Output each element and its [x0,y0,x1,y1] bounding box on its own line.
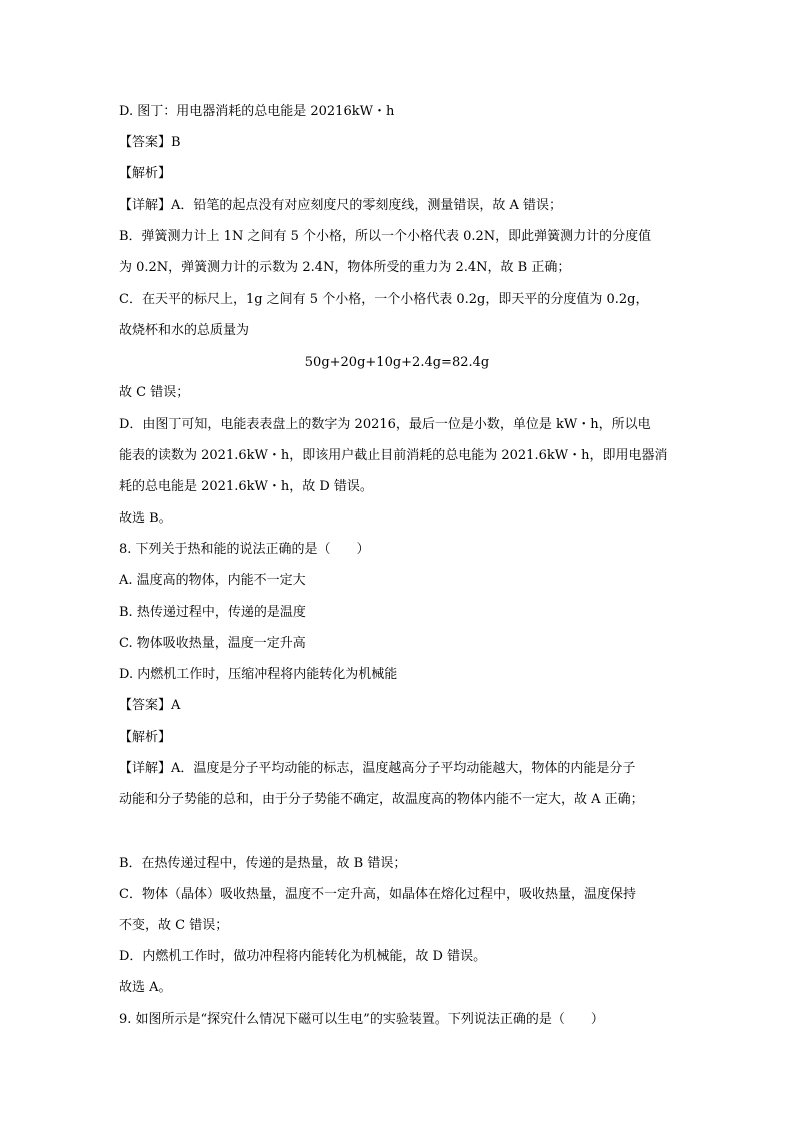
conclusion-line: 故选 A。 [119,980,172,995]
explanation-line: 故 C 错误； [119,385,190,400]
option-line: C. 物体吸收热量，温度一定升高 [119,636,306,651]
explanation-line: B．弹簧测力计上 1N 之间有 5 个小格，所以一个小格代表 0.2N，即此弹簧测力计的分度值 [119,229,652,244]
conclusion-line: 故选 B。 [119,511,172,526]
explanation-line: C．在天平的标尺上，1g 之间有 5 个小格，一个小格代表 0.2g，即天平的分度值为 0.2g， [119,292,649,307]
explanation-line: B．在热传递过程中，传递的是热量，故 B 错误； [119,856,407,871]
explanation-line: D．由图丁可知，电能表表盘上的数字为 20216，最后一位是小数，单位是 kW・h，所以电 [119,417,651,432]
explanation-line: 耗的总电能是 2021.6kW・h，故 D 错误。 [119,479,373,494]
explanation-line: 为 0.2N，弹簧测力计的示数为 2.4N，物体所受的重力为 2.4N，故 B 正确； [119,260,571,275]
option-line: D. 内燃机工作时，压缩冲程将内能转化为机械能 [119,667,398,682]
explanation-line: 故烧杯和水的总质量为 [119,323,250,338]
analysis-label: 【解析】 [119,166,172,181]
analysis-label: 【解析】 [119,730,172,745]
explanation-line: C．物体（晶体）吸收热量，温度不一定升高，如晶体在熔化过程中，吸收热量，温度保持 [119,887,636,902]
explanation-line: 不变，故 C 错误； [119,918,229,933]
explanation-line: D．内燃机工作时，做功冲程将内能转化为机械能，故 D 错误。 [119,949,487,964]
question-9-title: 9. 如图所示是“探究什么情况下磁可以生电”的实验装置。下列说法正确的是（ ） [119,1012,604,1027]
option-d-line: D. 图丁：用电器消耗的总电能是 20216kW・h [119,104,395,119]
explanation-line: 动能和分子势能的总和，由于分子势能不确定，故温度高的物体内能不一定大，故 A 正确； [119,792,644,807]
answer-label: 【答案】A [119,698,181,713]
question-8-title: 8. 下列关于热和能的说法正确的是（ ） [119,542,370,557]
option-line: A. 温度高的物体，内能不一定大 [119,573,306,588]
option-line: B. 热传递过程中，传递的是温度 [119,605,306,620]
explanation-line: 能表的读数为 2021.6kW・h，即该用户截止目前消耗的总电能为 2021.6kW・h，即用电器消 [119,448,668,463]
explanation-line: 【详解】A．温度是分子平均动能的标志，温度越高分子平均动能越大，物体的内能是分子 [119,761,636,776]
answer-label: 【答案】B [119,135,181,150]
explanation-line: 【详解】A．铅笔的起点没有对应刻度尺的零刻度线，测量错误，故 A 错误； [119,198,563,213]
formula: 50g+20g+10g+2.4g=82.4g [304,355,490,370]
